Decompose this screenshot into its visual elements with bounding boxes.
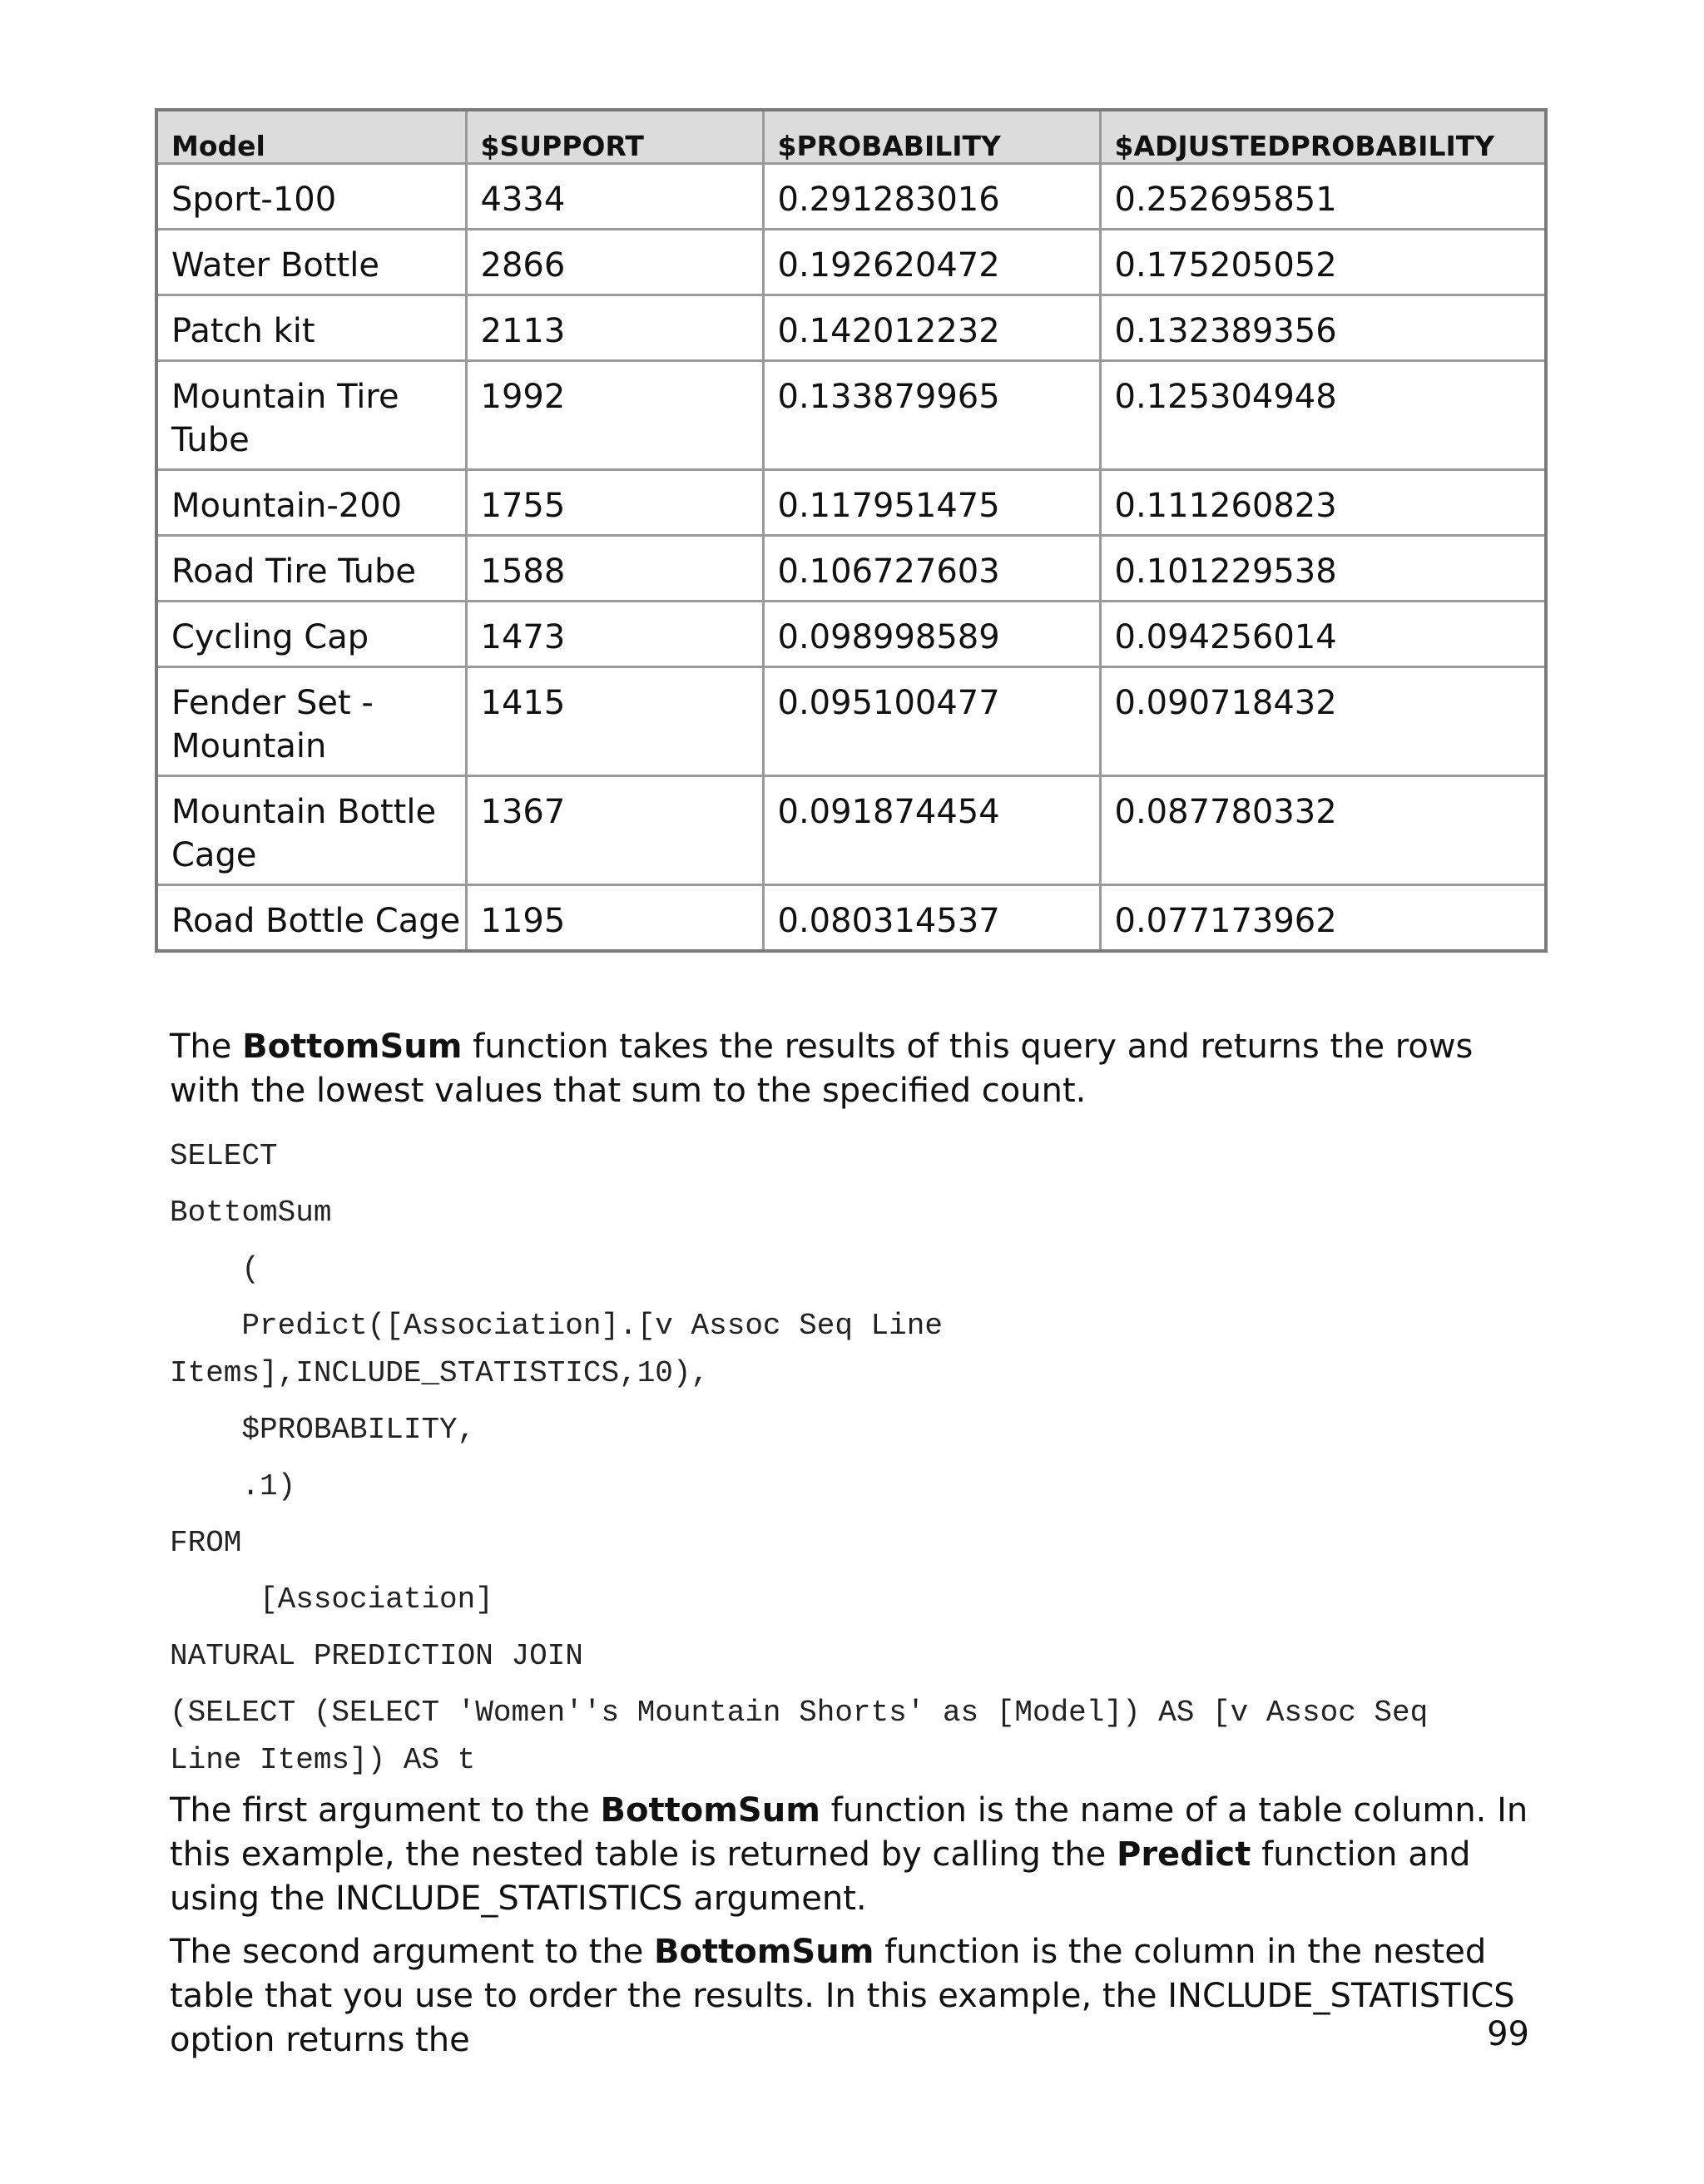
table-row bbox=[156, 295, 1546, 361]
table-cell: 0.291283016 bbox=[763, 164, 1100, 230]
function-name: BottomSum bbox=[242, 1028, 463, 1066]
table-cell: 0.192620472 bbox=[763, 230, 1100, 295]
table-cell: Road Tire Tube bbox=[156, 536, 466, 602]
table-row bbox=[156, 230, 1546, 295]
table-cell: 0.091874454 bbox=[763, 776, 1100, 885]
table-cell: 1195 bbox=[466, 885, 763, 952]
table-cell: 0.077173962 bbox=[1100, 885, 1546, 952]
paragraph-bottomsum-intro bbox=[170, 1025, 1551, 1113]
table-cell: 0.125304948 bbox=[1100, 361, 1546, 470]
table-cell: Mountain Bottle Cage bbox=[156, 776, 466, 885]
column-header: $ADJUSTEDPROBABILITY bbox=[1100, 110, 1546, 164]
code-line: .1) bbox=[170, 1469, 296, 1503]
text-span: The second argument to the bbox=[170, 1933, 655, 1971]
code-line: SELECT bbox=[170, 1139, 278, 1173]
function-name: BottomSum bbox=[600, 1791, 820, 1830]
table-cell: 0.080314537 bbox=[763, 885, 1100, 952]
table-cell: 1415 bbox=[466, 667, 763, 776]
table-cell: Road Bottle Cage bbox=[156, 885, 466, 952]
table-cell: 1367 bbox=[466, 776, 763, 885]
column-header: $PROBABILITY bbox=[763, 110, 1100, 164]
text-span: function is the column in the nested table that you use to order the results. In this example, the INCLUDE_STATISTICS option returns the bbox=[170, 1933, 1515, 2059]
table-cell: 0.175205052 bbox=[1100, 230, 1546, 295]
table-cell: Patch kit bbox=[156, 295, 466, 361]
function-name: Predict bbox=[1117, 1835, 1251, 1874]
text-span: function takes the results of this query and returns the rows with the lowest values that sum to the specified count. bbox=[170, 1028, 1474, 1110]
code-line: (SELECT (SELECT 'Women''s Mountain Shorts' as [Model]) AS [v Assoc Seq bbox=[170, 1696, 1429, 1730]
table-cell: 1992 bbox=[466, 361, 763, 470]
code-line: ( bbox=[170, 1252, 260, 1286]
table-row bbox=[156, 470, 1546, 536]
column-header: Model bbox=[156, 110, 466, 164]
table-cell: 4334 bbox=[466, 164, 763, 230]
function-name: BottomSum bbox=[654, 1933, 874, 1971]
table-row bbox=[156, 536, 1546, 602]
table-cell: 0.252695851 bbox=[1100, 164, 1546, 230]
table-cell: Mountain Tire Tube bbox=[156, 361, 466, 470]
table-cell: 0.098998589 bbox=[763, 602, 1100, 667]
table-cell: 0.111260823 bbox=[1100, 470, 1546, 536]
table-cell: 0.101229538 bbox=[1100, 536, 1546, 602]
results-table bbox=[155, 108, 1548, 953]
code-line: $PROBABILITY, bbox=[170, 1413, 476, 1447]
table-cell: Sport-100 bbox=[156, 164, 466, 230]
table-cell: 0.117951475 bbox=[763, 470, 1100, 536]
table-cell: 1588 bbox=[466, 536, 763, 602]
table-cell: Fender Set - Mountain bbox=[156, 667, 466, 776]
code-line: BottomSum bbox=[170, 1196, 332, 1230]
table-cell: 2113 bbox=[466, 295, 763, 361]
table-cell: 0.133879965 bbox=[763, 361, 1100, 470]
page-number: 99 bbox=[1487, 2015, 1529, 2053]
table-cell: 0.132389356 bbox=[1100, 295, 1546, 361]
code-line: NATURAL PREDICTION JOIN bbox=[170, 1639, 583, 1673]
table-row bbox=[156, 602, 1546, 667]
code-line: [Association] bbox=[170, 1582, 493, 1617]
table-row bbox=[156, 361, 1546, 470]
column-header: $SUPPORT bbox=[466, 110, 763, 164]
table-cell: 0.106727603 bbox=[763, 536, 1100, 602]
table-cell: 1473 bbox=[466, 602, 763, 667]
text-span: The first argument to the bbox=[170, 1791, 601, 1830]
table-cell: Cycling Cap bbox=[156, 602, 466, 667]
table-row bbox=[156, 776, 1546, 885]
table-row bbox=[156, 164, 1546, 230]
text-span: function and using the INCLUDE_STATISTICS argument. bbox=[170, 1835, 1471, 1918]
table-row bbox=[156, 667, 1546, 776]
text-span: The bbox=[170, 1028, 243, 1066]
paragraph-second-argument bbox=[170, 1930, 1551, 2063]
code-line: Items],INCLUDE_STATISTICS,10), bbox=[170, 1356, 710, 1390]
table-cell: 0.095100477 bbox=[763, 667, 1100, 776]
table-cell: Water Bottle bbox=[156, 230, 466, 295]
code-line: Predict([Association].[v Assoc Seq Line bbox=[170, 1309, 943, 1343]
code-line: FROM bbox=[170, 1526, 242, 1560]
table-cell: Mountain-200 bbox=[156, 470, 466, 536]
text-span: function is the name of a table column. In this example, the nested table is returned by calling the bbox=[170, 1791, 1528, 1874]
table-cell: 0.094256014 bbox=[1100, 602, 1546, 667]
table-cell: 0.087780332 bbox=[1100, 776, 1546, 885]
table-cell: 1755 bbox=[466, 470, 763, 536]
code-line: Line Items]) AS t bbox=[170, 1743, 476, 1777]
table-row bbox=[156, 885, 1546, 952]
paragraph-first-argument bbox=[170, 1789, 1551, 1921]
table-header-row bbox=[156, 110, 1546, 164]
table-cell: 2866 bbox=[466, 230, 763, 295]
table-cell: 0.142012232 bbox=[763, 295, 1100, 361]
table-cell: 0.090718432 bbox=[1100, 667, 1546, 776]
